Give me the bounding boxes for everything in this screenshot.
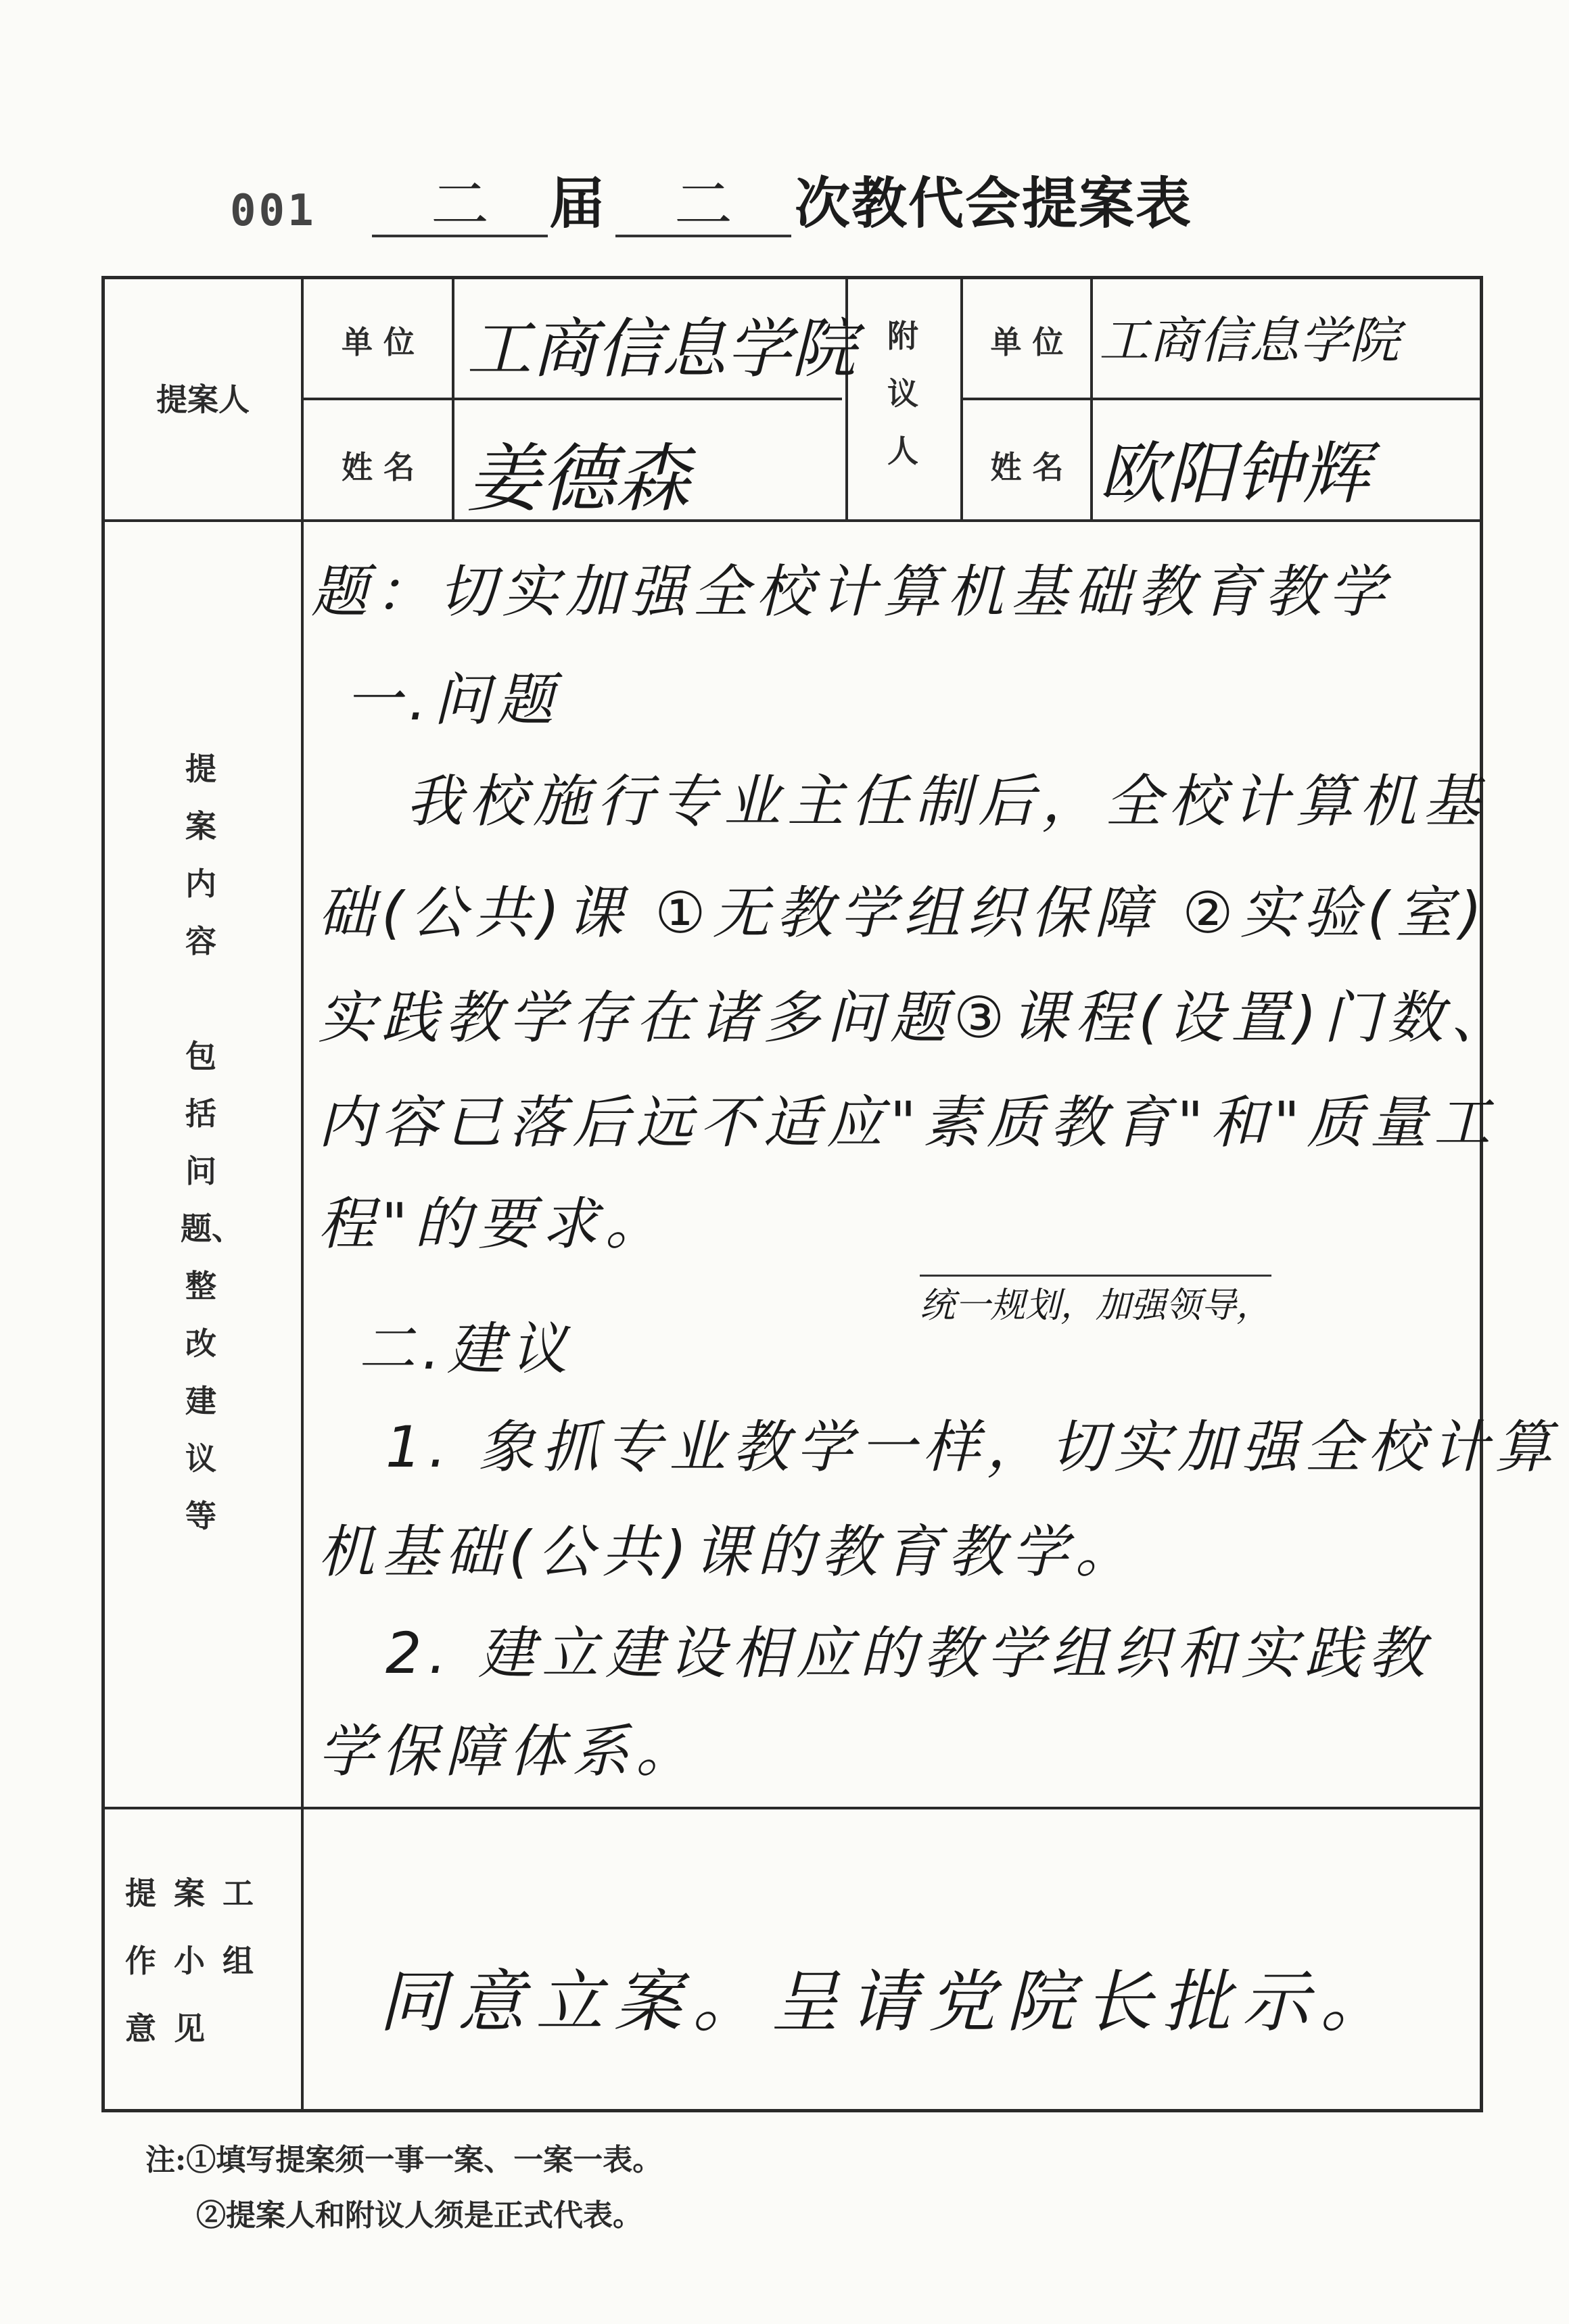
seconder-name-value: 欧阳钟辉 <box>1099 434 1369 513</box>
meeting-number-field: 二 <box>615 172 791 237</box>
seconder-unit-label: 单 位 <box>990 324 1064 360</box>
footnote-1: 注:①填写提案须一事一案、一案一表。 <box>145 2143 663 2177</box>
form-title: 次教代会提案表 <box>795 171 1193 236</box>
content-insertion-note: 统一规划，加强领导， <box>920 1275 1271 1327</box>
seconder-inner-divider <box>960 398 1483 400</box>
seconder-label-divider-right <box>960 276 963 519</box>
row-divider-content <box>101 1807 1483 1809</box>
seconder-label: 附议人 <box>887 318 918 469</box>
footnote-2: ②提案人和附议人须是正式代表。 <box>196 2198 642 2233</box>
opinion-label: 提案工作小组意见 <box>125 1875 271 2047</box>
proposer-unit-value: 工商信息学院 <box>467 311 856 387</box>
content-line-heading-suggestion: 二.建议 <box>358 1316 574 1382</box>
session-suffix: 届 <box>549 171 605 236</box>
content-line-problem-5: 程"的要求。 <box>318 1191 669 1257</box>
seconder-unit-value: 工商信息学院 <box>1099 312 1399 370</box>
seconder-name-label: 姓 名 <box>990 449 1064 485</box>
content-line-suggestion-2b: 学保障体系。 <box>318 1718 700 1784</box>
proposer-inner-divider <box>301 398 842 400</box>
content-line-title: 题：切实加强全校计算机基础教育教学 <box>311 559 1392 625</box>
content-line-problem-3: 实践教学存在诸多问题③课程(设置)门数、 <box>318 985 1514 1051</box>
content-line-suggestion-2: 2. 建立建设相应的教学组织和实践教 <box>385 1620 1432 1686</box>
content-sublabel: 包括问题、整改建议等 <box>181 1038 243 1534</box>
row-divider-header <box>101 519 1483 522</box>
proposer-label: 提案人 <box>156 381 250 418</box>
seconder-value-divider <box>1090 276 1093 519</box>
content-label: 提案内容 <box>185 751 216 959</box>
content-line-problem-4: 内容已落后远不适应"素质教育"和"质量工 <box>318 1089 1497 1156</box>
content-line-problem-2: 础(公共)课 ①无教学组织保障 ②实验(室) <box>318 880 1489 946</box>
opinion-value: 同意立案。呈请党院长批示。 <box>379 1962 1399 2041</box>
session-number-field: 二 <box>372 172 548 237</box>
proposer-name-value: 姜德森 <box>467 435 690 522</box>
serial-number: 001 <box>230 186 317 236</box>
proposer-name-label: 姓 名 <box>341 449 415 485</box>
content-line-problem-1: 我校施行专业主任制后，全校计算机基 <box>406 768 1487 834</box>
content-line-suggestion-1b: 机基础(公共)课的教育教学。 <box>318 1519 1139 1585</box>
proposer-value-divider <box>452 276 454 519</box>
label-column-divider <box>301 276 304 2112</box>
proposer-unit-label: 单 位 <box>341 324 415 360</box>
content-line-heading-problem: 一.问题 <box>345 667 561 733</box>
content-line-suggestion-1: 1. 象抓专业教学一样，切实加强全校计算 <box>385 1414 1559 1480</box>
